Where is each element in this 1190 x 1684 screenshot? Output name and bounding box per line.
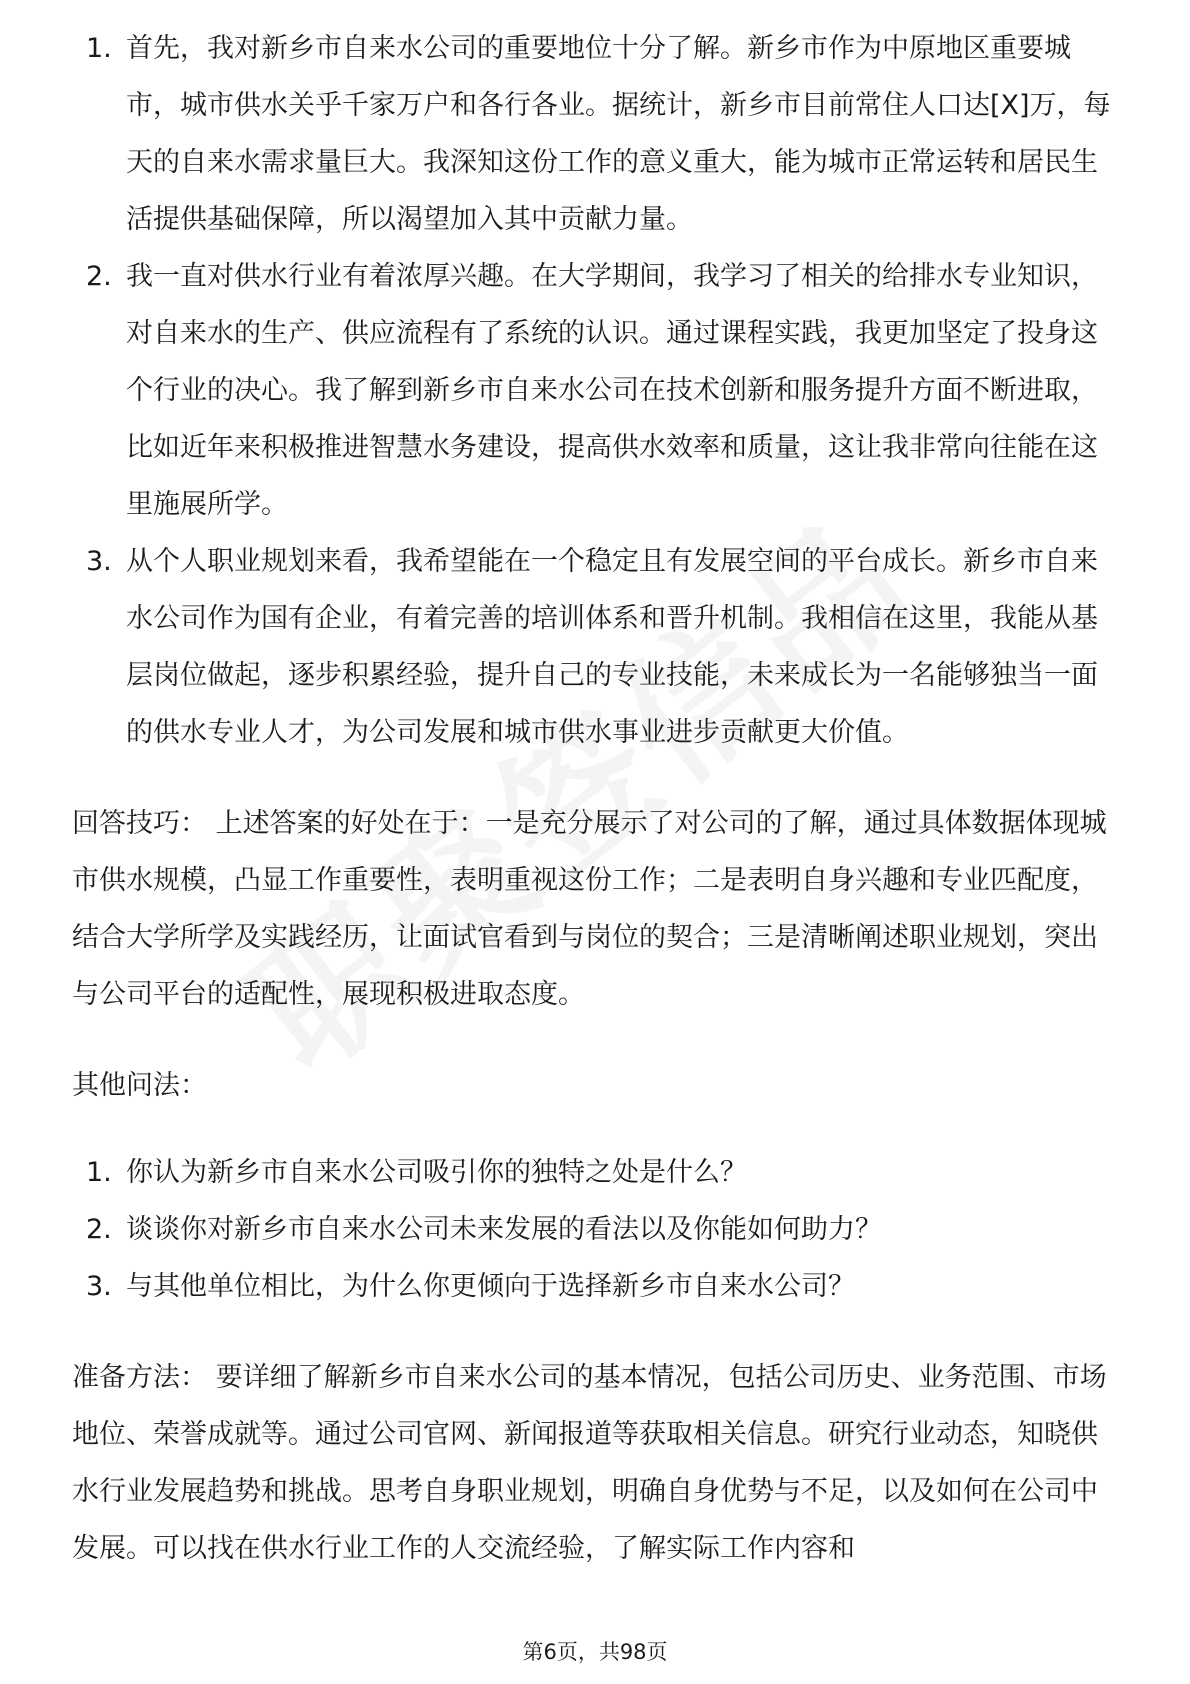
list-item <box>72 20 1122 248</box>
list-item <box>72 248 1122 533</box>
list-number: 2. <box>86 261 112 292</box>
list-item <box>72 1144 1122 1201</box>
page-number: 第6页，共98页 <box>522 1640 668 1664</box>
list-item-text: 从个人职业规划来看，我希望能在一个稳定且有发展空间的平台成长。新乡市自来水公司作为国有企业，有着完善的培训体系和晋升机制。我相信在这里，我能从基层岗位做起，逐步积累经验，提升自己的专业技能，未来成长为一名能够独当一面的供水专业人才，为公司发展和城市供水事业进步贡献更大价值。 <box>126 546 1098 748</box>
answer-tips-paragraph: 回答技巧： 上述答案的好处在于：一是充分展示了对公司的了解，通过具体数据体现城市供水规模，凸显工作重要性，表明重视这份工作；二是表明自身兴趣和专业匹配度，结合大学所学及实践经历，让面试官看到与岗位的契合；三是清晰阐述职业规划，突出与公司平台的适配性，展现积极进取态度。 <box>72 808 1107 1010</box>
list-number: 3. <box>86 1271 112 1302</box>
other-questions-heading: 其他问法： <box>72 1070 207 1101</box>
list-item-text: 与其他单位相比，为什么你更倾向于选择新乡市自来水公司？ <box>126 1271 855 1302</box>
other-questions-list <box>72 1144 1122 1315</box>
list-item-text: 我一直对供水行业有着浓厚兴趣。在大学期间，我学习了相关的给排水专业知识，对自来水的生产、供应流程有了系统的认识。通过课程实践，我更加坚定了投身这个行业的决心。我了解到新乡市自来水公司在技术创新和服务提升方面不断进取，比如近年来积极推进智慧水务建设，提高供水效率和质量，这让我非常向往能在这里施展所学。 <box>126 261 1098 520</box>
list-number: 2. <box>86 1214 112 1245</box>
list-number: 3. <box>86 546 112 577</box>
preparation-paragraph: 准备方法： 要详细了解新乡市自来水公司的基本情况，包括公司历史、业务范围、市场地位、荣誉成就等。通过公司官网、新闻报道等获取相关信息。研究行业动态，知晓供水行业发展趋势和挑战。思考自身职业规划，明确自身优势与不足，以及如何在公司中发展。可以找在供水行业工作的人交流经验，了解实际工作内容和 <box>72 1362 1107 1564</box>
answer-list <box>72 20 1122 761</box>
page-content <box>72 20 1122 1577</box>
list-number: 1. <box>86 33 112 64</box>
list-item-text: 你认为新乡市自来水公司吸引你的独特之处是什么？ <box>126 1157 747 1188</box>
list-number: 1. <box>86 1157 112 1188</box>
list-item-text: 首先，我对新乡市自来水公司的重要地位十分了解。新乡市作为中原地区重要城市，城市供水关乎千家万户和各行各业。据统计，新乡市目前常住人口达[X]万，每天的自来水需求量巨大。我深知这份工作的意义重大，能为城市正常运转和居民生活提供基础保障，所以渴望加入其中贡献力量。 <box>126 33 1111 235</box>
list-item-text: 谈谈你对新乡市自来水公司未来发展的看法以及你能如何助力？ <box>126 1214 882 1245</box>
list-item <box>72 1201 1122 1258</box>
list-item <box>72 1258 1122 1315</box>
list-item <box>72 533 1122 761</box>
